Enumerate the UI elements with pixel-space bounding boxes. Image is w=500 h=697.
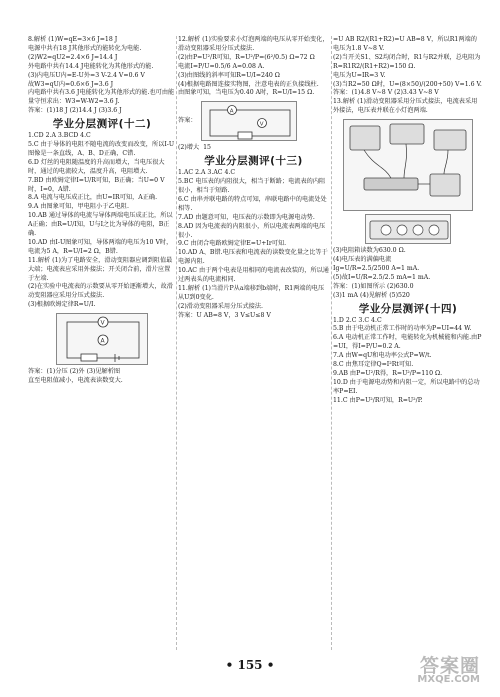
column-divider-2: [331, 36, 332, 650]
svg-text:V: V: [100, 319, 105, 327]
watermark-logo: [398, 651, 484, 691]
answer-text-final: 答案：(1)分压 (2)外 (3)见解析图 直至电阻值减小，电流表读数变大.: [28, 368, 123, 385]
answer-text-body: 1.D 2.C 3.C 4.C 5.B 由于电动机正常工作时的功率为P=UI=44 W. 6.A 电动机正常工作时，电能转化为机械能和内能.由P=UI，得I=P/U=0.2 A. 7.A 由W=qU和电功率公式P=W/t. 8.C 由焦耳定律Q=I²Rt可知. 9.AB 由P=U²/R得，R=U²/P=110 Ω. 10.D 由于电源电动势和内阻一定，所以电路中的总功率P=EI. 11.C 由P=U²/R可知，R=U²/P.: [333, 316, 482, 404]
resistance-box-illustration: [365, 214, 451, 244]
svg-text:A: A: [100, 337, 105, 345]
column-left: [28, 36, 176, 386]
answer-text-top: 12.解析 (1)实验要求小灯泡两端的电压从零开始变化，滑动变阻器采用分压式接法. (2)由P=U²/R可知，R=U²/P=(6²/0.5) Ω=72 Ω 电流I=P/U=0.5/6 A≈0.08 A. (3)由图线的斜率可知R=U/I=240 Ω (4)根据电路图连接实物图，注意电表的正负接线柱. 由图象可知，当电压为0.40 A时，R=U/I=15 Ω.: [178, 36, 329, 97]
answer-text-body: 1.AC 2.A 3.AC 4.C 5.BC 电压表的内阻很大，相当于断路；电流表的内阻很小，相当于短路. 6.C 由串并联电路的特点可知，串联电路中的电流处处相等. 7.AD 由题意可知，电压表的示数即为电源电动势. 8.AD 因为电流表的内阻很小，所以电流表两端的电压很小. 9.C 由闭合电路欧姆定律E=U+Ir可知. 10.AD A、B错.电压表和电流表的读数变化量之比等于电源内阻. 10.AC 由于两个电表是用相同的电流表改装的，所以通过两表头的电流相同. 11.解析 (1)当滑片P从a端移到b端时，R1两端的电压从U到0变化. (2)滑动变阻器采用分压式接法. 答案：U AB=8 V，3 V≤U≤8 V: [178, 169, 329, 319]
watermark-url: MXQE.COM: [417, 674, 480, 685]
answer-text-top: =U AB R2/(R1+R2)=U AB=8 V，所以R1两端的电压为1.8 V~8 V. (2)当开关S1、S2均闭合时，R1与R2并联，总电阻为R=R1R2/(R1+R2)=150 Ω. 电压为U=IR=3 V. (3)当R2=50 Ω时，U=(8×50)/(200+50) V=1.6 V. 答案：(1)4.8 V~8 V (2)3.43 V~8 V 13.解析 (1)滑动变阻器采用分压式接法，电流表采用外接法，电压表并联在小灯泡两端.: [333, 36, 482, 115]
answer-figure-row: [178, 101, 329, 141]
apparatus-svg: [344, 120, 474, 212]
page-number: • 155 •: [225, 658, 275, 672]
svg-text:A: A: [229, 108, 234, 115]
circuit-diagram-svg: [202, 102, 298, 142]
column-divider-1: [176, 36, 177, 650]
answer-label: 答案：: [178, 116, 197, 124]
apparatus-illustration: [343, 119, 473, 211]
section-title-13: 学业分层测评(十三): [204, 155, 303, 168]
watermark-title: 答案圈: [419, 655, 480, 677]
section-title-14: 学业分层测评(十四): [358, 302, 458, 315]
answer-text-body: 1.CD 2.A 3.BCD 4.C 5.C 由于导体的电阻不随电流的改变而改变，所以I-U图像是一条直线，A、B、D正确，C错. 6.D 灯丝的电阻随温度的升高而增大，当电压很大时，通过的电流较大，温度升高，电阻增大. 7.BD 由欧姆定律I=U/R可知，B正确；当U=0 V时，I=0，A错. 8.A 电流与电压成正比，由U=IR可知，A正确. 9.A 由图象可知，甲电阻小于乙电阻. 10.AB 通过导体的电流与导体两端电压成正比，所以A正确；由R=U/I知，U与I之比为导体的电阻，B正确. 10.AD 由I-U图象可知，导体两端的电压为10 V时，电流为5 A，R=U/I=2 Ω，B错. 11.解析 (1)为了电路安全，滑动变阻器应调到阻值最大端；电流表应采用外接法；开关闭合前，滑片应置于左端. (2)在实验中电流表的示数要从零开始逐渐增大，故滑动变阻器应采用分压式接法. (3)根据欧姆定律R=U/I.: [28, 132, 175, 309]
svg-text:V: V: [259, 121, 264, 128]
resistance-box-svg: [366, 215, 452, 245]
column-right: [333, 36, 483, 406]
answer-text-mid: (3)电阻箱读数为630.0 Ω. (4)电压表的满偏电流 Ig=U/R=2.5/2500 A=1 mA. (5)故I=U/R=2.5/2.5 mA=1 mA. 答案：(1)如图所示 (2)630.0 (3)1 mA (4)见解析 (5)520: [333, 247, 431, 299]
answer-text-suffix: (2)增大 15: [178, 144, 211, 152]
answer-text-top: 8.解析 (1)W=qE=3×6 J=18 J 电源中共有18 J其他形式的能转化为电能. (2)W2=qU2=2.4×6 J=14.4 J 外电路中共有14.4 J电能转化为其他形式的能. (3)内电压U内=E-U外=3 V-2.4 V=0.6 V 故W3=qU内=0.6×6 J=3.6 J 内电路中共有3.6 J电能转化为其他形式的能.也可由能量守恒求出：W3=W-W2=3.6 J. 答案：(1)18 J (2)14.4 J (3)3.6 J: [28, 36, 175, 115]
section-title-12: 学业分层测评(十二): [52, 118, 152, 131]
circuit-diagram: [201, 101, 297, 141]
circuit-diagram-svg: [57, 314, 149, 366]
page-number-value: 155: [237, 658, 263, 672]
circuit-diagram: [56, 313, 148, 365]
column-middle: [178, 36, 329, 321]
